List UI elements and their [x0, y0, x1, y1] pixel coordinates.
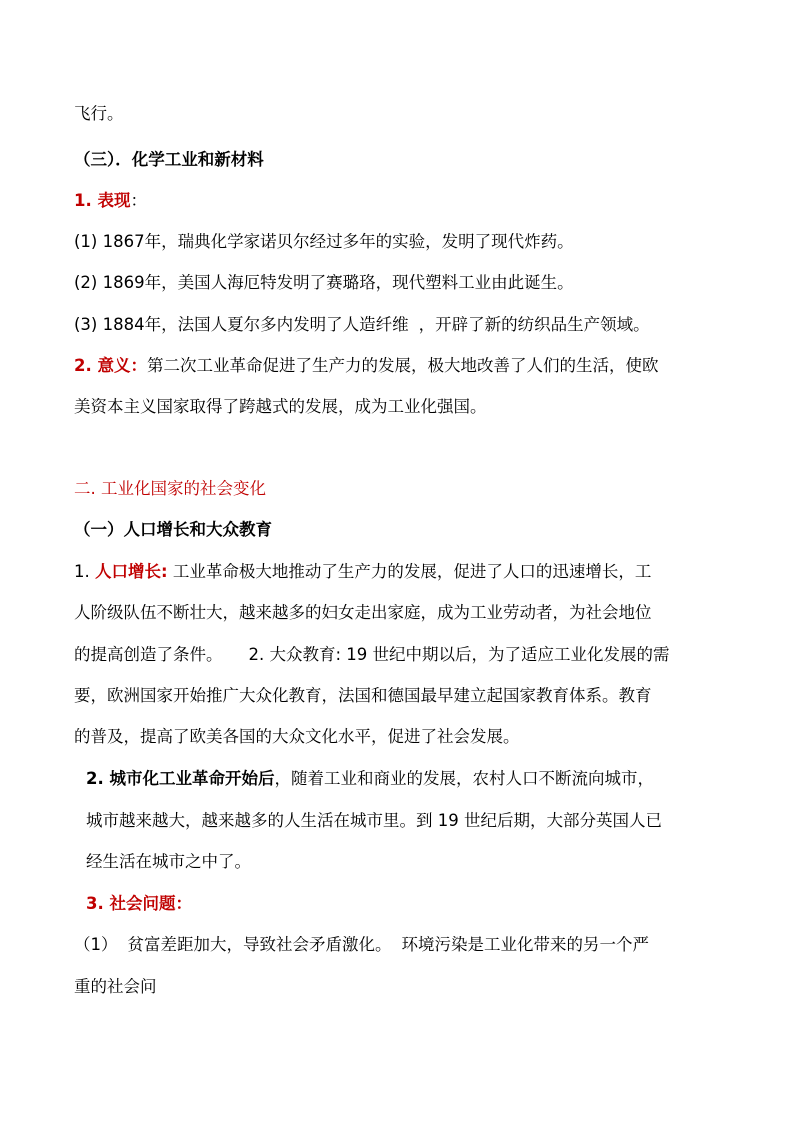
text-fragment: 的提高创造了条件。 — [74, 645, 223, 664]
list-item-1884-part1: (3) 1884年，法国人夏尔多内发明了人造纤维 — [74, 315, 409, 334]
label-social-problems: 3. 社会问题： — [86, 894, 192, 913]
list-item-1884-part2: ，开辟了新的纺织品生产领域。 — [418, 315, 650, 334]
paragraph-line: 城市越来越大，越来越多的人生活在城市里。到 19 世纪后期，大部分英国人已 — [86, 811, 662, 830]
paragraph-line: 飞行。 — [74, 104, 124, 123]
population-growth-text: 工业革命极大地推动了生产力的发展，促进了人口的迅速增长，工 — [167, 562, 652, 581]
paragraph-line: 的普及，提高了欧美各国的大众文化水平，促进了社会发展。 — [74, 727, 520, 746]
significance-text: 第二次工业革命促进了生产力的发展，极大地改善了人们的生活，使欧 — [147, 356, 659, 375]
list-item-1867: (1) 1867年，瑞典化学家诺贝尔经过多年的实验，发明了现代炸药。 — [74, 232, 574, 251]
list-item-1884 — [74, 315, 734, 335]
paragraph-line: 美资本主义国家取得了跨越式的发展，成为工业化强国。 — [74, 397, 487, 416]
label-line-manifestation — [74, 191, 734, 211]
section-heading-social-change: 二. 工业化国家的社会变化 — [74, 479, 266, 498]
list-item-social-problem-1 — [74, 935, 734, 955]
label-colon: ： — [130, 191, 147, 210]
paragraph-line: 要，欧洲国家开始推广大众化教育，法国和德国最早建立起国家教育体系。教育 — [74, 686, 652, 705]
subsection-heading-population-education: （一）人口增长和大众教育 — [74, 520, 272, 539]
paragraph-urbanization — [86, 769, 746, 789]
paragraph-line — [74, 645, 734, 665]
label-significance: 2. 意义： — [74, 356, 147, 375]
label-population-growth: 人口增长: — [95, 562, 168, 581]
mass-education-start: 2. 大众教育: 19 世纪中期以后，为了适应工业化发展的需 — [248, 645, 670, 664]
item-number: 1. — [74, 562, 95, 581]
list-item-1869: (2) 1869年，美国人海厄特发明了赛璐珞，现代塑料工业由此诞生。 — [74, 273, 574, 292]
label-urbanization: 2. 城市化工业革命开始后 — [86, 769, 275, 788]
text-fragment: 环境污染是工业化带来的另一个严 — [401, 935, 649, 954]
subsection-heading-chemical-industry: （三）．化学工业和新材料 — [74, 150, 264, 169]
paragraph-line: 重的社会问 — [74, 977, 157, 996]
urbanization-text: ，随着工业和商业的发展，农村人口不断流向城市， — [274, 769, 654, 788]
paragraph-significance — [74, 356, 734, 376]
paragraph-line: 经生活在城市之中了。 — [86, 852, 251, 871]
paragraph-line: 人阶级队伍不断壮大，越来越多的妇女走出家庭，成为工业劳动者，为社会地位 — [74, 603, 652, 622]
text-fragment: 贫富差距加大，导致社会矛盾激化。 — [127, 935, 392, 954]
paragraph-population-growth — [74, 562, 734, 582]
item-number: （1） — [74, 935, 118, 954]
label-manifestation: 1. 表现 — [74, 191, 131, 210]
